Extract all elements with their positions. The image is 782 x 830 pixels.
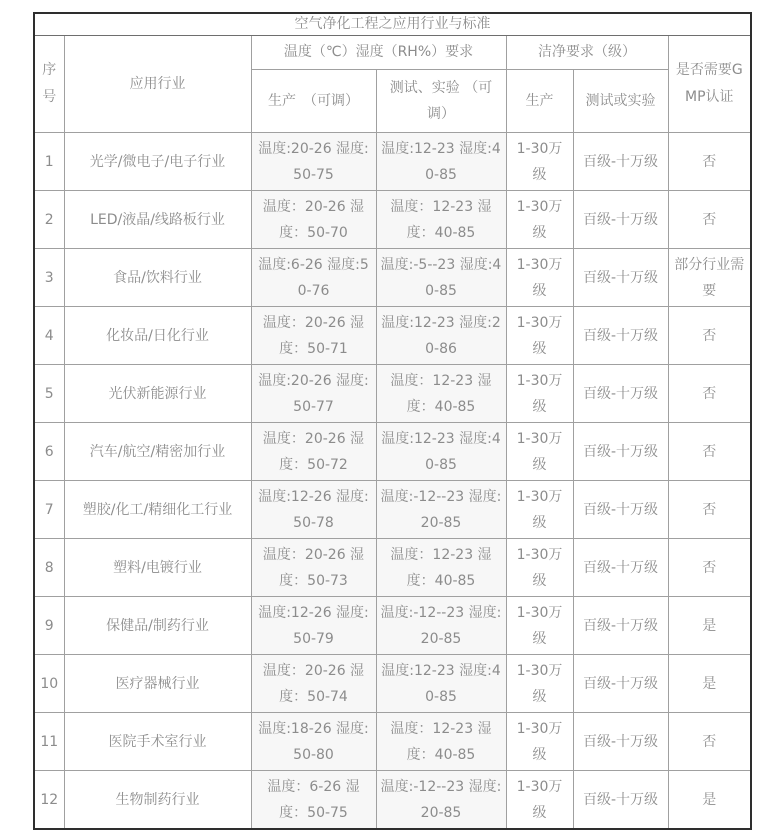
gmp-cell: 部分行业需要 <box>668 249 751 307</box>
header-industry: 应用行业 <box>64 36 251 133</box>
table-row <box>34 481 751 539</box>
production-temp-humidity-cell: 温度：20-26 湿度：50-73 <box>251 539 376 597</box>
production-temp-humidity-cell: 温度:6-26 湿度:50-76 <box>251 249 376 307</box>
clean-production-cell: 1-30万级 <box>506 249 573 307</box>
industry-cell: 塑料/电镀行业 <box>64 539 251 597</box>
industry-standards-table <box>33 12 752 830</box>
industry-cell: 生物制药行业 <box>64 771 251 830</box>
clean-test-cell: 百级-十万级 <box>573 191 668 249</box>
header-gmp: 是否需要GMP认证 <box>668 36 751 133</box>
table-row <box>34 133 751 191</box>
table-row <box>34 423 751 481</box>
industry-cell: 保健品/制药行业 <box>64 597 251 655</box>
industry-cell: 食品/饮料行业 <box>64 249 251 307</box>
clean-test-cell: 百级-十万级 <box>573 771 668 830</box>
industry-cell: 医疗器械行业 <box>64 655 251 713</box>
clean-production-cell: 1-30万级 <box>506 423 573 481</box>
clean-production-cell: 1-30万级 <box>506 133 573 191</box>
test-temp-humidity-cell: 温度:12-23 湿度:40-85 <box>376 423 506 481</box>
production-temp-humidity-cell: 温度:12-26 湿度:50-79 <box>251 597 376 655</box>
gmp-cell: 否 <box>668 423 751 481</box>
test-temp-humidity-cell: 温度:12-23 湿度:20-86 <box>376 307 506 365</box>
header-temp-humidity-group: 温度（℃）湿度（RH%）要求 <box>251 36 506 70</box>
table-row <box>34 655 751 713</box>
industry-cell: 塑胶/化工/精细化工行业 <box>64 481 251 539</box>
serial-cell: 2 <box>34 191 64 249</box>
serial-cell: 12 <box>34 771 64 830</box>
test-temp-humidity-cell: 温度：12-23 湿度：40-85 <box>376 539 506 597</box>
clean-test-cell: 百级-十万级 <box>573 655 668 713</box>
serial-cell: 8 <box>34 539 64 597</box>
gmp-cell: 是 <box>668 655 751 713</box>
gmp-cell: 否 <box>668 539 751 597</box>
clean-production-cell: 1-30万级 <box>506 307 573 365</box>
clean-test-cell: 百级-十万级 <box>573 713 668 771</box>
test-temp-humidity-cell: 温度:-12--23 湿度:20-85 <box>376 771 506 830</box>
production-temp-humidity-cell: 温度：20-26 湿度：50-71 <box>251 307 376 365</box>
table-title: 空气净化工程之应用行业与标准 <box>34 13 751 36</box>
clean-production-cell: 1-30万级 <box>506 481 573 539</box>
serial-cell: 11 <box>34 713 64 771</box>
clean-test-cell: 百级-十万级 <box>573 365 668 423</box>
production-temp-humidity-cell: 温度：20-26 湿度：50-72 <box>251 423 376 481</box>
header-clean-test: 测试或实验 <box>573 70 668 133</box>
industry-cell: 光学/微电子/电子行业 <box>64 133 251 191</box>
test-temp-humidity-cell: 温度：12-23 湿度：40-85 <box>376 713 506 771</box>
test-temp-humidity-cell: 温度:12-23 湿度:40-85 <box>376 133 506 191</box>
serial-cell: 3 <box>34 249 64 307</box>
gmp-cell: 是 <box>668 597 751 655</box>
industry-cell: LED/液晶/线路板行业 <box>64 191 251 249</box>
production-temp-humidity-cell: 温度：20-26 湿度：50-74 <box>251 655 376 713</box>
clean-production-cell: 1-30万级 <box>506 191 573 249</box>
industry-cell: 汽车/航空/精密加行业 <box>64 423 251 481</box>
clean-test-cell: 百级-十万级 <box>573 133 668 191</box>
clean-test-cell: 百级-十万级 <box>573 597 668 655</box>
serial-cell: 9 <box>34 597 64 655</box>
header-test-adjustable: 测试、实验 （可调） <box>376 70 506 133</box>
gmp-cell: 否 <box>668 713 751 771</box>
production-temp-humidity-cell: 温度:20-26 湿度:50-75 <box>251 133 376 191</box>
test-temp-humidity-cell: 温度:-5--23 湿度:40-85 <box>376 249 506 307</box>
production-temp-humidity-cell: 温度：20-26 湿度：50-70 <box>251 191 376 249</box>
industry-cell: 化妆品/日化行业 <box>64 307 251 365</box>
table-row <box>34 249 751 307</box>
table-row <box>34 539 751 597</box>
serial-cell: 5 <box>34 365 64 423</box>
production-temp-humidity-cell: 温度:18-26 湿度:50-80 <box>251 713 376 771</box>
clean-production-cell: 1-30万级 <box>506 655 573 713</box>
clean-production-cell: 1-30万级 <box>506 597 573 655</box>
table-title-row <box>34 13 751 36</box>
gmp-cell: 否 <box>668 365 751 423</box>
table-header <box>34 13 751 133</box>
clean-test-cell: 百级-十万级 <box>573 249 668 307</box>
clean-production-cell: 1-30万级 <box>506 539 573 597</box>
serial-cell: 1 <box>34 133 64 191</box>
test-temp-humidity-cell: 温度:12-23 湿度:40-85 <box>376 655 506 713</box>
industry-cell: 光伏新能源行业 <box>64 365 251 423</box>
gmp-cell: 否 <box>668 191 751 249</box>
clean-production-cell: 1-30万级 <box>506 713 573 771</box>
gmp-cell: 否 <box>668 133 751 191</box>
table-row <box>34 365 751 423</box>
clean-production-cell: 1-30万级 <box>506 771 573 830</box>
test-temp-humidity-cell: 温度：12-23 湿度：40-85 <box>376 191 506 249</box>
header-group-row <box>34 36 751 70</box>
serial-cell: 10 <box>34 655 64 713</box>
gmp-cell: 否 <box>668 307 751 365</box>
production-temp-humidity-cell: 温度:12-26 湿度:50-78 <box>251 481 376 539</box>
gmp-cell: 是 <box>668 771 751 830</box>
clean-test-cell: 百级-十万级 <box>573 423 668 481</box>
clean-test-cell: 百级-十万级 <box>573 481 668 539</box>
test-temp-humidity-cell: 温度：12-23 湿度：40-85 <box>376 365 506 423</box>
production-temp-humidity-cell: 温度：6-26 湿度：50-75 <box>251 771 376 830</box>
table-row <box>34 307 751 365</box>
test-temp-humidity-cell: 温度:-12--23 湿度:20-85 <box>376 597 506 655</box>
serial-cell: 6 <box>34 423 64 481</box>
clean-test-cell: 百级-十万级 <box>573 307 668 365</box>
clean-test-cell: 百级-十万级 <box>573 539 668 597</box>
clean-production-cell: 1-30万级 <box>506 365 573 423</box>
table-row <box>34 597 751 655</box>
test-temp-humidity-cell: 温度:-12--23 湿度:20-85 <box>376 481 506 539</box>
header-serial: 序号 <box>34 36 64 133</box>
table-row <box>34 191 751 249</box>
header-cleanliness-group: 洁净要求（级） <box>506 36 668 70</box>
gmp-cell: 否 <box>668 481 751 539</box>
table-row <box>34 713 751 771</box>
production-temp-humidity-cell: 温度:20-26 湿度:50-77 <box>251 365 376 423</box>
serial-cell: 7 <box>34 481 64 539</box>
serial-cell: 4 <box>34 307 64 365</box>
table-body <box>34 133 751 830</box>
header-clean-production: 生产 <box>506 70 573 133</box>
header-production-adjustable: 生产 （可调） <box>251 70 376 133</box>
industry-cell: 医院手术室行业 <box>64 713 251 771</box>
table-row <box>34 771 751 830</box>
